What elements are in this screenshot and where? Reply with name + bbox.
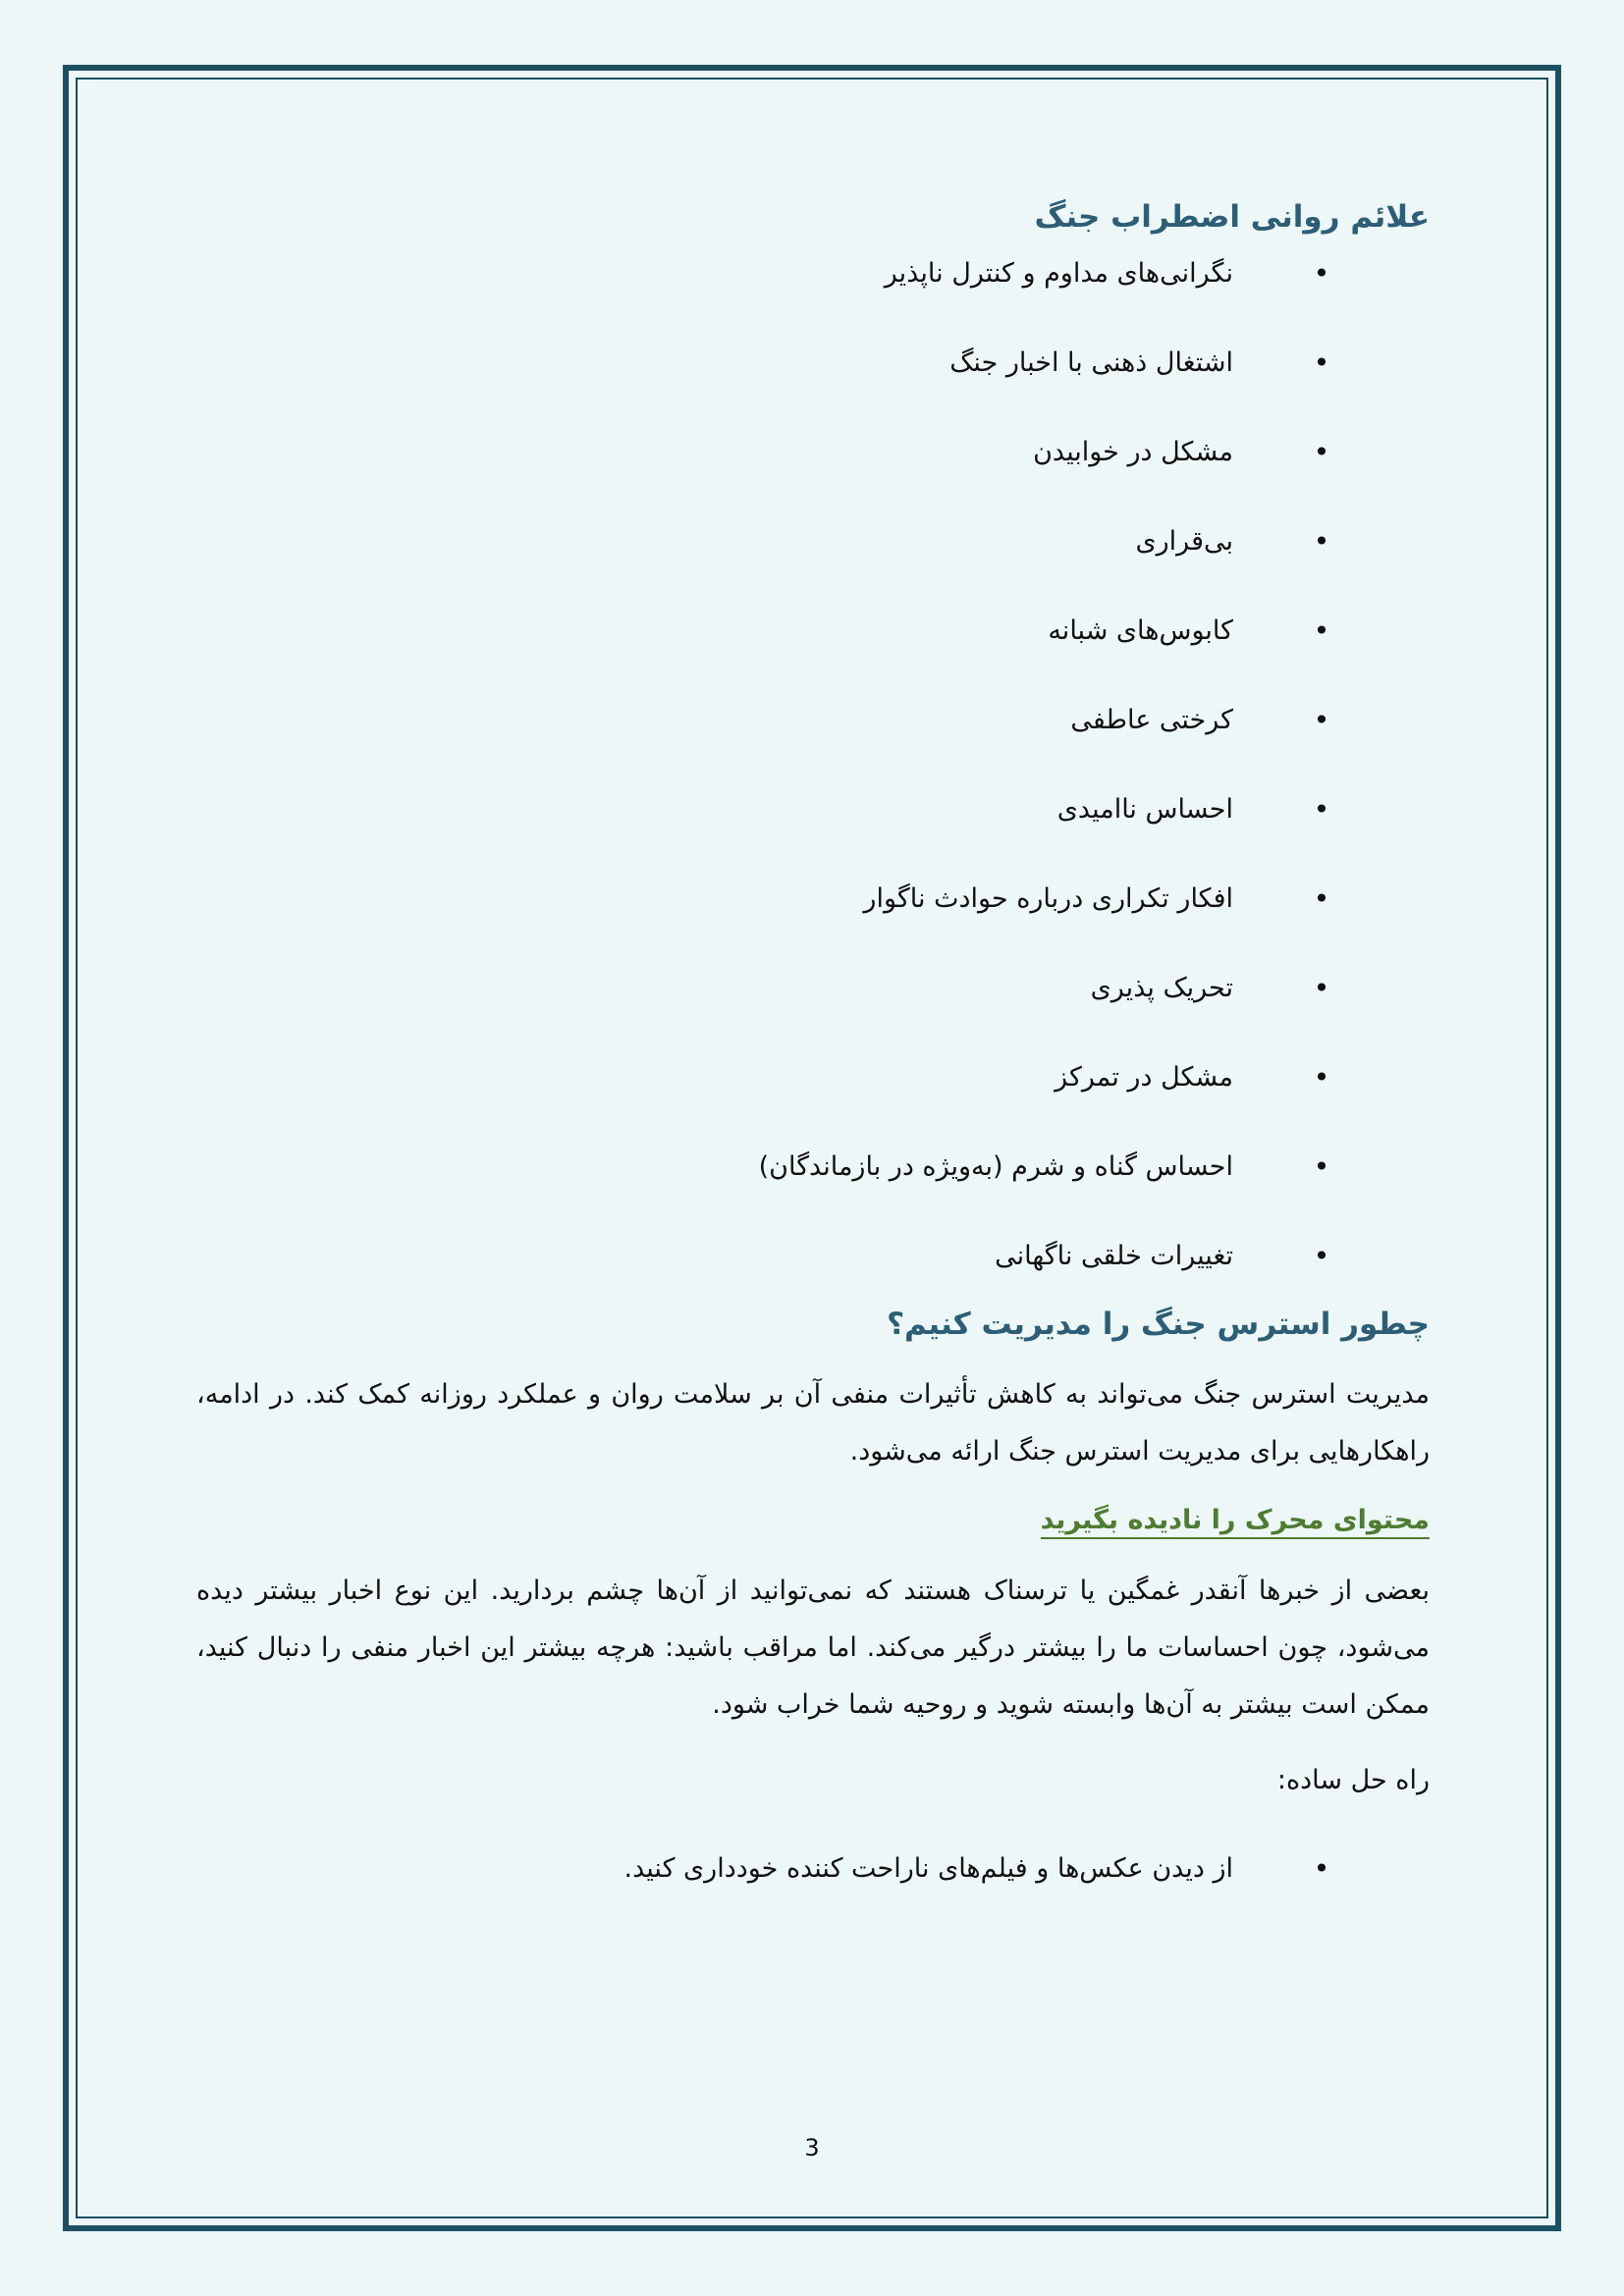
trigger-content-body: بعضی از خبرها آنقدر غمگین یا ترسناک هستند که نمی‌توانید از آن‌ها چشم بردارید. این نوع اخبار بیشتر دیده می‌شود، چون احساسات ما را بیشتر درگیر می‌کند. اما مراقب باشید: هرچه بیشتر این اخبار منفی را دنبال کنید، ممکن است بیشتر به آن‌ها وابسته شوید و روحیه شما خراب شود.	[196, 1575, 1430, 1720]
solution-label: راه حل ساده:	[1276, 1764, 1430, 1795]
list-item-text: تغییرات خلقی ناگهانی	[995, 1241, 1233, 1272]
page-content	[196, 196, 1430, 1889]
trigger-content-heading-text: محتوای محرک را نادیده بگیرید	[1041, 1505, 1430, 1539]
bullet-icon: •	[1313, 436, 1330, 469]
list-item-text: بی‌قراری	[1135, 526, 1233, 558]
bullet-icon: •	[1313, 1240, 1330, 1273]
list-item	[196, 254, 1430, 294]
bullet-icon: •	[1313, 882, 1330, 916]
management-heading: چطور استرس جنگ را مدیریت کنیم؟	[887, 1307, 1430, 1343]
list-item-text: اشتغال ذهنی با اخبار جنگ	[949, 347, 1233, 379]
bullet-icon: •	[1313, 347, 1330, 380]
list-item-text: احساس گناه و شرم (به‌ویژه در بازماندگان)	[758, 1151, 1233, 1183]
list-item	[196, 1148, 1430, 1187]
list-item-text: نگرانی‌های مداوم و کنترل ناپذیر	[884, 258, 1233, 290]
list-item-text: کرختی عاطفی	[1070, 705, 1233, 736]
bullet-icon: •	[1313, 257, 1330, 291]
list-item	[196, 522, 1430, 561]
list-item	[196, 1237, 1430, 1276]
solution-list	[196, 1849, 1430, 1889]
list-item	[196, 880, 1430, 919]
bullet-icon: •	[1313, 1061, 1330, 1095]
management-intro: مدیریت استرس جنگ می‌تواند به کاهش تأثیرات منفی آن بر سلامت روان و عملکرد روزانه کمک کند. در ادامه، راهکارهایی برای مدیریت استرس جنگ ارائه می‌شود.	[196, 1378, 1430, 1467]
list-item	[196, 790, 1430, 829]
list-item	[196, 1058, 1430, 1097]
bullet-icon: •	[1313, 1150, 1330, 1184]
list-item-text: مشکل در تمرکز	[1055, 1062, 1233, 1094]
bullet-icon: •	[1313, 1851, 1330, 1885]
list-item	[196, 433, 1430, 472]
list-item-text: از دیدن عکس‌ها و فیلم‌های ناراحت کننده خودداری کنید.	[623, 1852, 1233, 1884]
symptoms-heading: علائم روانی اضطراب جنگ	[1034, 199, 1430, 235]
bullet-icon: •	[1313, 704, 1330, 737]
list-item-text: احساس ناامیدی	[1056, 794, 1233, 826]
page-number: 3	[804, 2134, 820, 2162]
list-item	[196, 969, 1430, 1008]
symptoms-list	[196, 254, 1430, 1276]
list-item-text: افکار تکراری درباره حوادث ناگوار	[863, 883, 1233, 915]
list-item	[196, 701, 1430, 740]
list-item-text: مشکل در خوابیدن	[1033, 437, 1233, 468]
list-item	[196, 344, 1430, 383]
bullet-icon: •	[1313, 972, 1330, 1005]
bullet-icon: •	[1313, 525, 1330, 559]
list-item	[196, 1849, 1430, 1889]
list-item-text: تحریک پذیری	[1090, 973, 1233, 1004]
bullet-icon: •	[1313, 793, 1330, 827]
list-item-text: کابوس‌های شبانه	[1048, 615, 1233, 647]
bullet-icon: •	[1313, 614, 1330, 648]
list-item	[196, 612, 1430, 651]
trigger-content-heading	[196, 1502, 1430, 1539]
